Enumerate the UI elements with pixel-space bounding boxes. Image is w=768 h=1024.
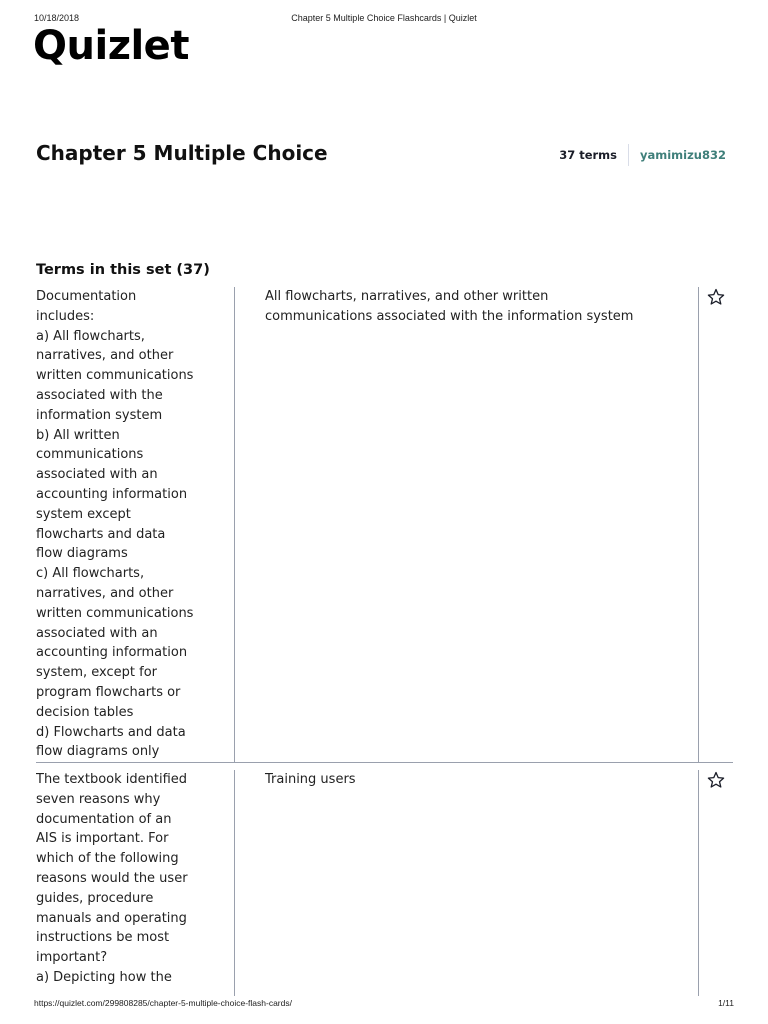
terms-heading: Terms in this set (37)	[36, 262, 210, 278]
author-link[interactable]: yamimizu832	[640, 148, 726, 162]
card-definition: All flowcharts, narratives, and other written communications associated with the information system	[265, 289, 634, 324]
flashcard-row	[36, 287, 733, 763]
card-term: Documentation includes: a) All flowcharts, narratives, and other written communications associated with the information system b) All written communications associated with an accounting information system except flowcharts and data flow diagrams c) All flowcharts, narratives, and other written communications associated with an accounting information system, except for program flowcharts or decision tables d) Flowcharts and data flow diagrams only	[36, 289, 194, 760]
print-page-title: Chapter 5 Multiple Choice Flashcards | Quizlet	[291, 13, 477, 23]
quizlet-logo[interactable]: Quizlet	[33, 23, 189, 69]
column-divider	[234, 287, 235, 763]
column-divider	[234, 770, 235, 996]
set-header	[36, 138, 726, 168]
row-divider	[36, 762, 733, 763]
set-title: Chapter 5 Multiple Choice	[36, 141, 328, 165]
column-divider	[698, 287, 699, 763]
flashcard-row	[36, 770, 733, 996]
page-number: 1/11	[718, 998, 734, 1008]
print-url: https://quizlet.com/299808285/chapter-5-multiple-choice-flash-cards/	[34, 998, 292, 1008]
card-term: The textbook identified seven reasons why documentation of an AIS is important. For which of the following reasons would the user guides, procedure manuals and operating instructions be most important? a) Depicting how the	[36, 772, 188, 985]
term-count: 37 terms	[559, 148, 617, 162]
print-footer	[34, 998, 734, 1010]
print-date: 10/18/2018	[34, 13, 80, 23]
star-icon[interactable]	[706, 770, 726, 790]
card-definition: Training users	[265, 772, 356, 787]
column-divider	[698, 770, 699, 996]
set-meta	[559, 144, 726, 166]
star-icon[interactable]	[706, 287, 726, 307]
